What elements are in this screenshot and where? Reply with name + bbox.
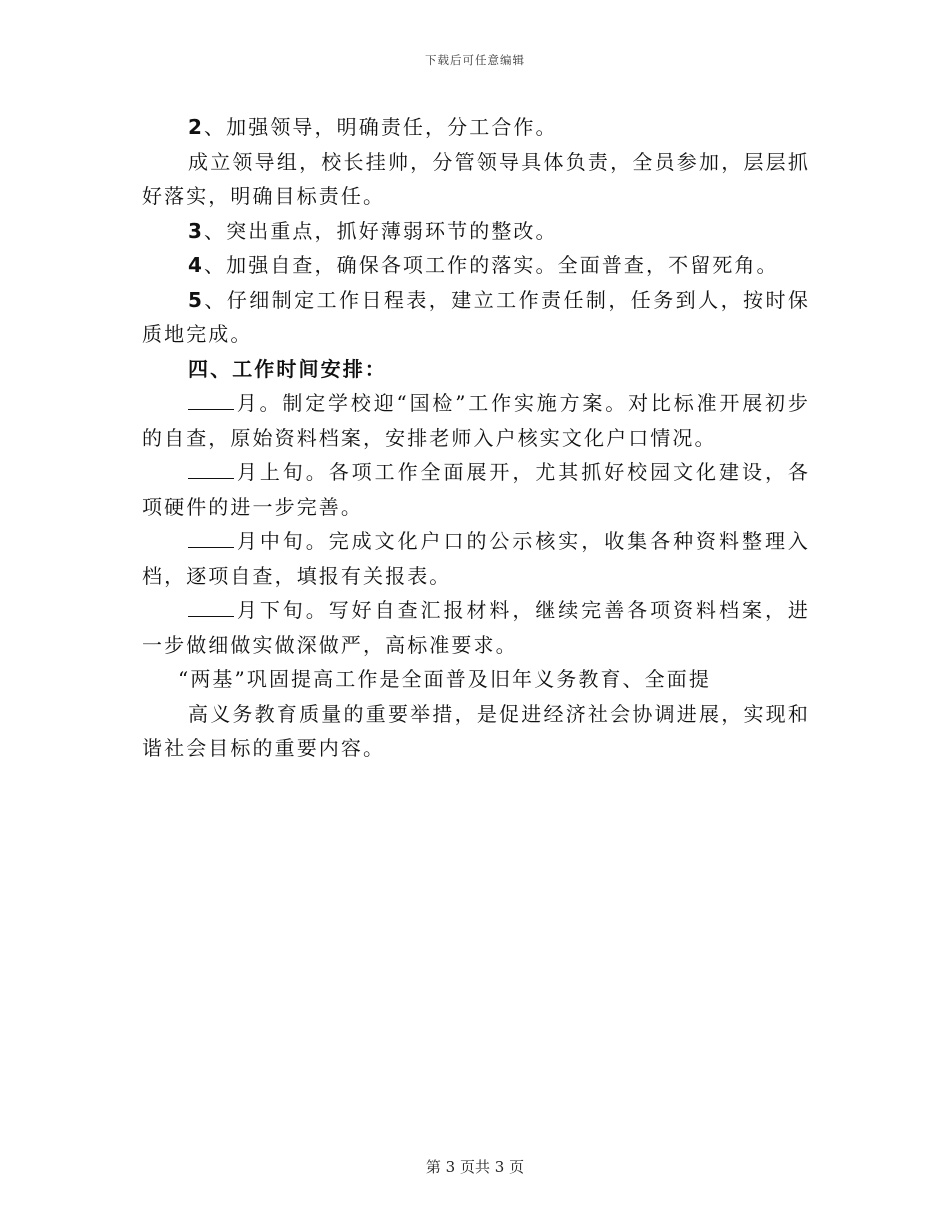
section-heading: 四、工作时间安排： — [188, 356, 387, 381]
list-item-4 — [142, 248, 810, 283]
closing-line: “两基”巩固提高工作是全面普及旧年义务教育、全面提 — [178, 667, 711, 691]
list-text: 、加强自查，确保各项工作的落实。全面普查，不留死角。 — [204, 253, 779, 277]
schedule-item — [142, 593, 810, 662]
list-text: 、突出重点，抓好薄弱环节的整改。 — [204, 218, 558, 243]
blank-line — [188, 460, 234, 479]
schedule-item — [142, 386, 810, 455]
schedule-item — [142, 524, 810, 593]
schedule-text: 月中旬。完成文化户口的公示核实，收集各种资料整理入档，逐项自查，填报有关报表。 — [142, 529, 810, 588]
schedule-text: 月下旬。写好自查汇报材料，继续完善各项资料档案，进一步做细做实做深做严，高标准要求。 — [142, 598, 810, 657]
list-number: 4 — [188, 253, 205, 277]
list-text: 、加强领导，明确责任，分工合作。 — [204, 115, 558, 139]
list-number: 2 — [188, 115, 205, 139]
schedule-item — [142, 455, 810, 524]
schedule-text: 月上旬。各项工作全面展开，尤其抓好校园文化建设，各项硬件的进一步完善。 — [142, 460, 810, 519]
blank-line — [188, 598, 234, 617]
blank-line — [188, 529, 234, 548]
list-number: 3 — [188, 218, 205, 243]
paragraph: 成立领导组，校长挂帅，分管领导具体负责，全员参加，层层抓好落实，明确目标责任。 — [142, 149, 810, 208]
blank-line — [188, 391, 234, 410]
list-item-2 — [142, 110, 810, 145]
closing-paragraph: 高义务教育质量的重要举措，是促进经济社会协调进展，实现和谐社会目标的重要内容。 — [142, 701, 810, 760]
page-number: 第 3 页共 3 页 — [425, 1158, 525, 1176]
schedule-text: 月。制定学校迎“国检”工作实施方案。对比标准开展初步的自查，原始资料档案，安排老师入户核实文化户口情况。 — [142, 391, 810, 450]
document-body — [142, 110, 810, 766]
list-number: 5 — [188, 287, 205, 312]
list-item-3 — [142, 214, 810, 249]
list-item-5 — [142, 283, 810, 352]
header-note: 下载后可任意编辑 — [425, 53, 525, 67]
list-text: 、仔细制定工作日程表，建立工作责任制，任务到人，按时保质地完成。 — [142, 287, 810, 346]
